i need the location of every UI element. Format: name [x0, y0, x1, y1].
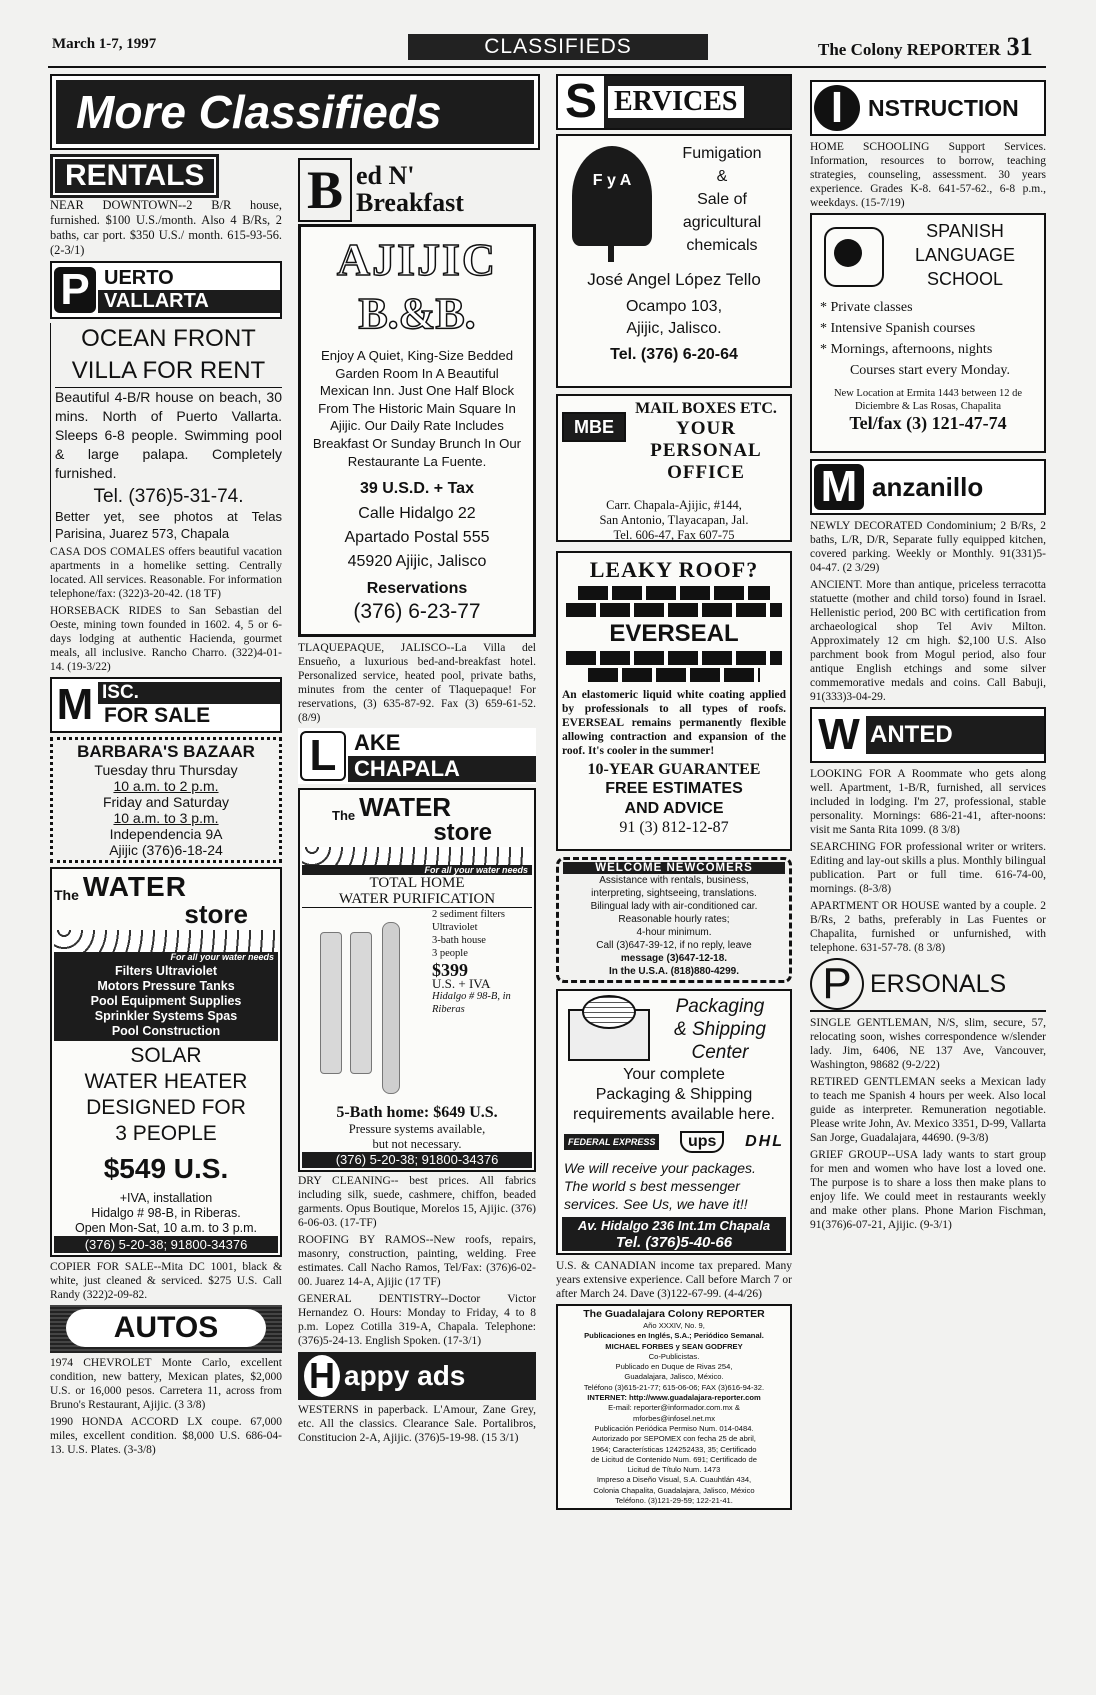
welcome-title: WELCOME NEWCOMERS [563, 862, 785, 874]
everseal-phone: 91 (3) 812-12-87 [619, 819, 729, 836]
brick-pattern-bottom [588, 668, 760, 682]
solar-line-1: SOLAR [130, 1044, 202, 1067]
lake-word: AKE [354, 730, 401, 756]
everseal-body: An elastomeric liquid white coating applied by professionals to all types of roofs. EVERSEAL remains permanently flexible allowing contraction and expansion of the roof. It's cooler in the summer! [562, 689, 786, 757]
personals-letter: P [810, 958, 864, 1010]
misc-letter: M [54, 682, 96, 728]
fum-line-2: & [716, 168, 728, 185]
copier-ad: COPIER FOR SALE--Mita DC 1001, black & white, just cleaned & serviced. $275 U.S. Call Randy (322)2-09-82. [50, 1261, 282, 1301]
horseback-rides-ad: HORSEBACK RIDES to San Sebastian del Oeste, mining town founded in 1602. 4, 5 or 6-days lodging at authentic Hacienda, gourmet meals, all inclusive. Rancho Charro. (322)4-01-14. (19-3/22) [50, 605, 282, 673]
masthead-line-13: 1964; Características 124252433, 35; Certificado [591, 1444, 757, 1454]
water-store-2-water: WATER [359, 792, 452, 823]
globe-box-logo [562, 995, 654, 1065]
mbe-address-1: Carr. Chapala-Ajijic, #144, [606, 498, 742, 512]
issue-date: March 1-7, 1997 [52, 36, 157, 52]
solar-line-3: DESIGNED FOR [86, 1096, 246, 1119]
instruction-word: NSTRUCTION [868, 94, 1019, 121]
bnb-letter: B [298, 158, 352, 222]
bazaar-line-3: Friday and Saturday [102, 794, 230, 810]
water-store-2-the: The [332, 808, 356, 824]
water-service-4: Sprinkler Systems Spas [94, 1009, 238, 1023]
misc-word: ISC. [98, 682, 280, 704]
westerns-ad: WESTERNS in paperback. L'Amour, Zane Grey, etc. All the classics. Clearance Sale. Portalibros, Constitucion 2-A, Ajijic. (376)5-19-98. (15 3/1) [298, 1404, 536, 1445]
masthead-line-2: Publicaciones en Inglés, S.A.; Periódico Semanal. [584, 1331, 764, 1341]
bnb-address [309, 502, 525, 574]
everseal-estimates [562, 779, 786, 819]
more-classifieds-banner-box [50, 74, 540, 150]
instruction-letter: I [814, 85, 860, 131]
everseal-guarantee: 10-YEAR GUARANTEE [587, 761, 761, 778]
purification-price: $399 [432, 960, 468, 981]
services-heading [556, 74, 792, 130]
spanish-bullet-2: * Intensive Spanish courses [820, 321, 976, 336]
spanish-bullet-3: * Mornings, afternoons, nights [820, 342, 993, 357]
bnb-address-1: Calle Hidalgo 22 [358, 505, 476, 523]
packaging-title [654, 995, 786, 1065]
roommate-ad: LOOKING FOR A Roommate who gets along well. Apartment, 1-B/R, furnished, all services included in lodging. I'm 27, professional, stable personality. Mornings: 686-21-41, after-noons: visit me Santa Rita 1099. (8 3/8) [810, 768, 1046, 836]
misc-for-sale-heading [50, 677, 282, 733]
welcome-body [563, 874, 785, 978]
speech-face-icon [834, 239, 862, 267]
header-rule [48, 66, 1046, 68]
masthead-line-1: Año XXXIV, No. 9, [643, 1321, 705, 1330]
spanish-phone: Tel/fax (3) 121-47-74 [849, 413, 1007, 433]
mbe-address-2: San Antonio, Tlayacapan, Jal. [599, 513, 749, 527]
welcome-newcomers-ad [556, 857, 792, 983]
brick-pattern-low [566, 651, 782, 665]
everseal-free-1: FREE ESTIMATES [605, 780, 743, 797]
paper-title: The Colony REPORTER [818, 40, 1001, 59]
wanted-letter: W [814, 712, 864, 758]
leaf-logo [564, 142, 660, 266]
spanish-logo [816, 219, 890, 289]
fumigation-services [660, 142, 784, 266]
fum-address-2: Ajijic, Jalisco. [626, 320, 722, 337]
fum-address-1: Ocampo 103, [625, 298, 723, 315]
bnb-address-2: Apartado Postal 555 [344, 529, 490, 547]
masthead-line-5: Publicado en Duque de Rivas 254, [615, 1362, 733, 1372]
packaging-body-3: services. See Us, we have it!! [564, 1196, 748, 1212]
packaging-shipping-ad [556, 989, 792, 1255]
manzanillo-condo-ad: NEWLY DECORATED Condominium; 2 B/Rs, 2 baths, L/R, D/R, Separate fully equipped kitchen, covered parking. Weekly or Monthly. 91(331)5-04-47. (2 3/29) [810, 520, 1046, 574]
water-store-services [54, 962, 278, 1041]
vallarta-word: VALLARTA [98, 290, 280, 313]
masthead-line-14: de Licitud de Contenido Num. 691; Certificado de [591, 1454, 757, 1464]
more-classifieds-banner: More Classifieds [56, 80, 534, 144]
villa-more: Better yet, see photos at Telas Parisina, Juarez 573, Chapala [55, 509, 282, 541]
apartment-wanted-ad: APARTMENT OR HOUSE wanted by a couple. 2 B/Rs, 2 baths, preferably in Las Fuentes or Chapalita, furnished or unfurnished, with telephone. 631-57-78. (8 3/8) [810, 900, 1046, 954]
ajijic-logo-1: AJIJIC [336, 234, 498, 285]
carrier-logos [564, 1131, 784, 1153]
lake-chapala-heading [298, 728, 536, 784]
purification-features [432, 908, 532, 1104]
lake-words [348, 730, 536, 782]
feature-4: 3 people [432, 948, 468, 960]
villa-tel: Tel. (376)5-31-74. [93, 486, 244, 507]
instruction-heading [810, 80, 1046, 136]
masthead-line-7: Teléfono (3)615-21-77; 615-06-06; FAX (3)616-94-32. [583, 1382, 765, 1392]
welcome-line-2: interpreting, sightseeing, translations. [591, 888, 757, 899]
dhl-logo: DHL [745, 1133, 784, 1150]
fedex-logo: FEDERAL EXPRESS [564, 1134, 659, 1150]
column-2 [298, 158, 536, 1448]
leaky-roof-heading: LEAKY ROOF? [589, 557, 759, 582]
bnb-phone: (376) 6-23-77 [353, 600, 481, 624]
globe-icon [582, 995, 636, 1029]
bnb-line-2: Breakfast [356, 188, 464, 217]
water-service-5: Pool Construction [111, 1024, 221, 1038]
purification-body [302, 908, 532, 1104]
bnb-address-3: 45920 Ajijic, Jalisco [347, 553, 487, 571]
packaging-sub-1: Your complete [623, 1066, 725, 1083]
water-store-water: WATER [82, 871, 187, 902]
masthead-line-16: Impreso a Diseño Visual, S.A. Cuauhtlán 434, [596, 1475, 752, 1485]
packaging-body-2: The world s best messenger [564, 1178, 740, 1194]
manzanillo-word: anzanillo [872, 471, 984, 502]
water-store-store: store [184, 899, 248, 929]
ancient-statuette-ad: ANCIENT. More than antique, priceless terracotta statuette (mother and child torso) found in Israel. Hellenistic period, 200 BC with certification from archaeological shop Tel Aviv Milton. Approximately 12 cm high. $2,100 U.S. Also parchment book from Mogul period, also four antique English etchings and some silver commemorative medals and coins. Call Babuji, 91(333)3-04-29. [810, 579, 1046, 703]
villa-body: Beautiful 4-B/R house on beach, 30 mins. North of Puerto Vallarta. Sleeps 6-8 people. Swimming pool & large palapa. Completely furnished. [55, 389, 282, 481]
leaf-stem-icon [608, 242, 614, 262]
wanted-word: ANTED [866, 716, 1044, 754]
solar-details [54, 1191, 278, 1236]
spanish-top [816, 219, 1040, 291]
bazaar-line-2: 10 a.m. to 2 p.m. [113, 778, 219, 794]
filter-cartridge-icon [350, 932, 372, 1074]
bazaar-line-6: Ajijic (376)6-18-24 [109, 842, 223, 858]
water-store-2-store: store [433, 819, 492, 847]
masthead-line-9: E-mail: reporter@informador.com.mx & [608, 1403, 740, 1413]
chevrolet-ad: 1974 CHEVROLET Monte Carlo, excellent condition, new battery, Mexican plates, $2,000 U.S. or 16,000 pesos. Carretera 11, across from Bruno's Restaurant, Ajijic. (3 3/8) [50, 1357, 282, 1411]
ajijic-bnb-ad [298, 224, 536, 637]
packaging-sub-2: Packaging & Shipping [595, 1086, 753, 1103]
spanish-title [890, 219, 1040, 291]
solar-detail-1: +IVA, installation [119, 1191, 213, 1205]
everseal-name: EVERSEAL [609, 620, 739, 647]
water-service-3: Pool Equipment Supplies [90, 994, 242, 1008]
fum-line-1: Fumigation [682, 145, 762, 162]
solar-phone: (376) 5-20-38; 91800-34376 [54, 1236, 278, 1253]
welcome-line-5: 4-hour minimum. [636, 927, 712, 938]
masthead-line-10: mforbes@infosel.net.mx [633, 1413, 715, 1423]
packaging-address [562, 1217, 786, 1251]
villa-heading-2: VILLA FOR RENT [55, 355, 282, 388]
packaging-sub-3: requirements available here. [573, 1106, 775, 1123]
water-purification-ad [298, 788, 536, 1172]
bazaar-line-4: 10 a.m. to 3 p.m. [113, 810, 219, 826]
paper-name [818, 32, 1033, 62]
for-sale-word: FOR SALE [104, 704, 211, 727]
villa-ad [50, 323, 282, 542]
home-schooling-ad: HOME SCHOOLING Support Services. Information, resources to borrow, teaching strategies, counseling, assessment. 30 years experience. Grades K-8. 641-57-62., 6-8 p.m., weekdays. (15-7/19) [810, 141, 1046, 209]
fum-phone: Tel. (376) 6-20-64 [610, 346, 738, 363]
spanish-title-3: SCHOOL [926, 269, 1004, 289]
masthead-line-18: Teléfono. (3)121-29-59; 122-21-41. [615, 1496, 733, 1506]
mbe-title-3: PERSONAL [650, 440, 762, 461]
mbe-title-4: OFFICE [667, 462, 745, 483]
water-store-ad [50, 867, 282, 1257]
packaging-body [562, 1159, 786, 1213]
villa-heading-1: OCEAN FRONT [81, 325, 256, 352]
rentals-heading-text: RENTALS [53, 157, 216, 195]
solar-detail-2: Hidalgo # 98-B, in Riberas. [91, 1206, 241, 1220]
fumigation-top [564, 142, 784, 266]
bed-n-breakfast-heading [298, 158, 536, 222]
masthead-line-8: INTERNET: http://www.guadalajara-reporter.com [587, 1393, 761, 1403]
fum-line-3: Sale of [697, 191, 747, 208]
rentals-heading [50, 154, 219, 198]
column-4 [810, 80, 1046, 1235]
packaging-phone: Tel. (376)5-40-66 [615, 1234, 733, 1251]
filter-photo [302, 908, 432, 1104]
section-banner: CLASSIFIEDS [408, 34, 708, 60]
lake-letter: L [300, 731, 346, 781]
retired-gentleman-ad: RETIRED GENTLEMAN seeks a Mexican lady to teach me Spanish 4 hours per week. Also local guide as interpreter. Remuneration negotiable. Please write John, Av. Mexico 3351, D-99, Vallarta San Jorge, Guadalajara, 44690. (9-3/8) [810, 1076, 1046, 1144]
barbaras-bazaar-ad [50, 737, 282, 863]
purification-heading-2: WATER PURIFICATION [338, 891, 496, 908]
everseal-ad [556, 551, 792, 851]
purification-iva: U.S. + IVA [432, 976, 491, 992]
fum-line-5: chemicals [686, 237, 758, 254]
mbe-title-2: YOUR [676, 418, 736, 439]
autos-heading [50, 1305, 282, 1353]
mbe-title-1: MAIL BOXES ETC. [635, 400, 777, 417]
single-gentleman-ad: SINGLE GENTLEMAN, N/S, slim, secure, 57, relocating soon, wishes correspondence w/slender lady. Jim, 6406, NE 137 Ave, Vancouver, Washington, 98682 (9-2/22) [810, 1017, 1046, 1071]
solar-line-2: WATER HEATER [84, 1070, 248, 1093]
income-tax-ad: U.S. & CANADIAN income tax prepared. Many years extensive experience. Call before March 7 or after March 24. Dave (3)122-67-99. (4-4/26) [556, 1260, 792, 1300]
services-word: ERVICES [608, 86, 744, 118]
feature-3: 3-bath house [432, 935, 486, 947]
pressure-systems [302, 1122, 532, 1152]
welcome-line-1: Assistance with rentals, business, [599, 875, 749, 886]
five-bath-price: 5-Bath home: $649 U.S. [336, 1104, 498, 1122]
masthead-line-4: Co-Publicistas. [648, 1351, 700, 1361]
water-store-the: The [54, 887, 79, 903]
bnb-price: 39 U.S.D. + Tax [360, 480, 474, 498]
rentals-ad-downtown: NEAR DOWNTOWN--2 B/R house, furnished. $100 U.S./month. Also 4 B/Rs, 2 baths, car port. $350 U.S./ month. 615-93-56. (2-3/1) [50, 198, 282, 257]
masthead-line-17: Colonia Chapalita, Guadalajara, Jalisco, México [593, 1485, 755, 1495]
writer-wanted-ad: SEARCHING FOR professional writer or writers. Editing and lay-out skills a plus. Monthly bilingual publication. Part or full time. 616-74-00, mornings. (8-3/8) [810, 841, 1046, 895]
spanish-bullet-1: * Private classes [820, 300, 913, 315]
fumigation-ad [556, 134, 792, 388]
leaf-icon [572, 146, 652, 246]
feature-1: 2 sediment filters [432, 909, 505, 921]
purification-phone: (376) 5-20-38; 91800-34376 [302, 1152, 532, 1168]
pressure-line-2: but not necessary. [372, 1137, 462, 1152]
ups-logo: ups [680, 1131, 724, 1153]
packaging-top [562, 995, 786, 1065]
pressure-line-1: Pressure systems available, [348, 1122, 486, 1137]
purification-heading-1: TOTAL HOME [369, 875, 465, 892]
services-letter: S [560, 79, 602, 125]
bnb-reservations: Reservations [366, 580, 468, 598]
welcome-line-3: Bilingual lady with air-conditioned car. [590, 901, 758, 912]
spanish-school-ad [810, 213, 1046, 453]
welcome-line-8: In the U.S.A. (818)880-4299. [608, 966, 740, 977]
solar-line-4: 3 PEOPLE [115, 1122, 217, 1145]
fumigation-address [564, 296, 784, 366]
mbe-address-3: Tel. 606-47, Fax 607-75 [613, 528, 735, 542]
spanish-bullets [816, 297, 1040, 381]
brick-pattern-mid [566, 603, 782, 617]
grief-group-ad: GRIEF GROUP--USA lady wants to start group for men and women who have lost a loved one. The purpose is to share a loss then make plans to enjoy life. We could meet in restaurants weekly and make other plans. Phone Marion Fischman, 91(376)6-07-21, Ajijic. (9-3/1) [810, 1149, 1046, 1231]
water-service-2: Motors Pressure Tanks [97, 979, 235, 993]
masthead-line-11: Publicación Periódica Permiso Num. 014-0484. [594, 1423, 754, 1433]
spanish-title-2: LANGUAGE [914, 245, 1016, 265]
manzanillo-letter: M [814, 464, 864, 510]
happy-ads-heading [298, 1352, 536, 1400]
bnb-body: Enjoy A Quiet, King-Size Bedded Garden Room In A Beautiful Mexican Inn. Just One Half Block From The Historic Main Square In Ajijic. Our Daily Rate Includes Breakfast Or Sunday Brunch In Our Restaurante La Fuente. [312, 348, 522, 469]
wave-graphic [54, 930, 278, 952]
wanted-heading [810, 707, 1046, 763]
chapala-word: CHAPALA [348, 756, 536, 782]
puerto-vallarta-heading [50, 261, 282, 319]
welcome-line-4: Reasonable hourly rates; [618, 914, 730, 925]
happy-letter: H [304, 1355, 340, 1397]
masthead-line-6: Guadalajara, Jalisco, México. [624, 1372, 724, 1382]
brick-pattern-top [578, 586, 770, 600]
water-service-1: Filters Ultraviolet [114, 964, 218, 978]
misc-words [98, 682, 280, 728]
solar-detail-3: Open Mon-Sat, 10 a.m. to 3 p.m. [74, 1221, 258, 1235]
personals-word: ERSONALS [870, 969, 1007, 998]
bazaar-line-5: Independencia 9A [109, 826, 223, 842]
water-store-2-tagline: For all your water needs [302, 865, 532, 875]
column-3 [556, 74, 792, 1510]
puerto-vallarta-words [98, 267, 280, 313]
masthead-line-15: Licitud de Título Num. 1473 [627, 1465, 721, 1475]
mbe-logo: MBE [562, 412, 626, 442]
tlaquepaque-ad: TLAQUEPAQUE, JALISCO--La Villa del Ensueño, a luxurious bed-and-breakfast hotel. Personalized service, heated pool, private baths, minutes from the center of Tlaquepaque! For reservations, (3) 635-87-92. Fax (3) 659-61-52. (8/9) [298, 642, 536, 725]
roofing-ad: ROOFING BY RAMOS--New roofs, repairs, masonry, construction, painting, welding. Free estimates. Call Nacho Ramos, Tel/Fax: (376)6-02-00. Juarez 14-A, Ajijic (17 TF) [298, 1234, 536, 1289]
ajijic-logo-2: B.&B. [358, 289, 476, 338]
manzanillo-heading [810, 459, 1046, 515]
uv-lamp-icon [382, 922, 400, 1094]
packaging-title-1: Packaging [675, 996, 765, 1017]
services-word-bar [604, 76, 790, 128]
dentistry-ad: GENERAL DENTISTRY--Doctor Victor Hernandez O. Hours: Monday to Friday, 4 to 8 p.m. Lopez Cotilla 319-A, Chapala. Telephone: (376)5-24-13. English Spoken. (17-3/1) [298, 1293, 536, 1348]
packaging-body-1: We will receive your packages. [564, 1160, 756, 1176]
puerto-vallarta-letter: P [54, 267, 96, 313]
fum-line-4: agricultural [682, 214, 762, 231]
purification-heading [302, 875, 532, 908]
dry-cleaning-ad: DRY CLEANING-- best prices. All fabrics including silk, suede, cashmere, chiffon, beaded garments. Opus Boutique, Morelos 15, Ajijic. (376) 6-06-03. (17-TF) [298, 1175, 536, 1230]
masthead-title: The Guadalajara Colony REPORTER [583, 1308, 765, 1320]
purification-address: Hidalgo # 98-B, in Riberas [432, 991, 511, 1016]
puerto-word: UERTO [104, 267, 174, 289]
bazaar-line-1: Tuesday thru Thursday [94, 762, 238, 778]
personals-heading [810, 958, 1046, 1012]
packaging-title-3: Center [691, 1042, 749, 1063]
packaging-subtitle [562, 1065, 786, 1125]
welcome-line-6: Call (3)647-39-12, if no reply, leave [596, 940, 752, 951]
masthead-box [556, 1304, 792, 1510]
welcome-line-7: message (3)647-12-18. [620, 953, 728, 964]
packaging-address-1: Av. Hidalgo 236 Int.1m Chapala [577, 1218, 771, 1233]
autos-heading-text: AUTOS [66, 1309, 266, 1347]
solar-heading [54, 1043, 278, 1147]
spanish-bullet-4: Courses start every Monday. [849, 363, 1011, 378]
solar-price: $549 U.S. [103, 1153, 229, 1184]
casa-dos-comales-ad: CASA DOS COMALES offers beautiful vacation apartments in a homelike setting. Centrally located. All services. Reasonable. For information telephone/fax: (322)3-20-42. (18 TF) [50, 546, 282, 600]
spanish-location: New Location at Ermita 1443 between 12 de Diciembre & Las Rosas, Chapalita [833, 388, 1023, 412]
wave-graphic-2 [302, 847, 532, 865]
honda-ad: 1990 HONDA ACCORD LX coupe. 67,000 miles, excellent condition. $8,000 U.S. 686-04-13. U.S. Plates. (3-3/8) [50, 1416, 282, 1456]
page-number: 31 [1006, 32, 1033, 61]
happy-word: appy ads [344, 1360, 466, 1392]
packaging-title-2: & Shipping [674, 1019, 766, 1040]
filter-cartridge-icon [320, 932, 342, 1074]
masthead-line-3: MICHAEL FORBES y SEAN GODFREY [605, 1341, 743, 1351]
water-store-tagline: For all your water needs [54, 952, 278, 962]
everseal-free-2: AND ADVICE [624, 800, 724, 817]
bnb-words [352, 163, 464, 217]
masthead-line-12: Autorizado por SEPOMEX con fecha 25 de abril, [592, 1434, 756, 1444]
fya-logo-text: F y A [592, 172, 632, 189]
bazaar-title: BARBARA'S BAZAAR [77, 742, 255, 761]
bnb-line-1: ed N' [356, 161, 415, 190]
spanish-title-1: SPANISH [926, 221, 1004, 241]
fumigation-name: José Angel López Tello [587, 270, 761, 289]
feature-2: Ultraviolet [432, 922, 478, 934]
